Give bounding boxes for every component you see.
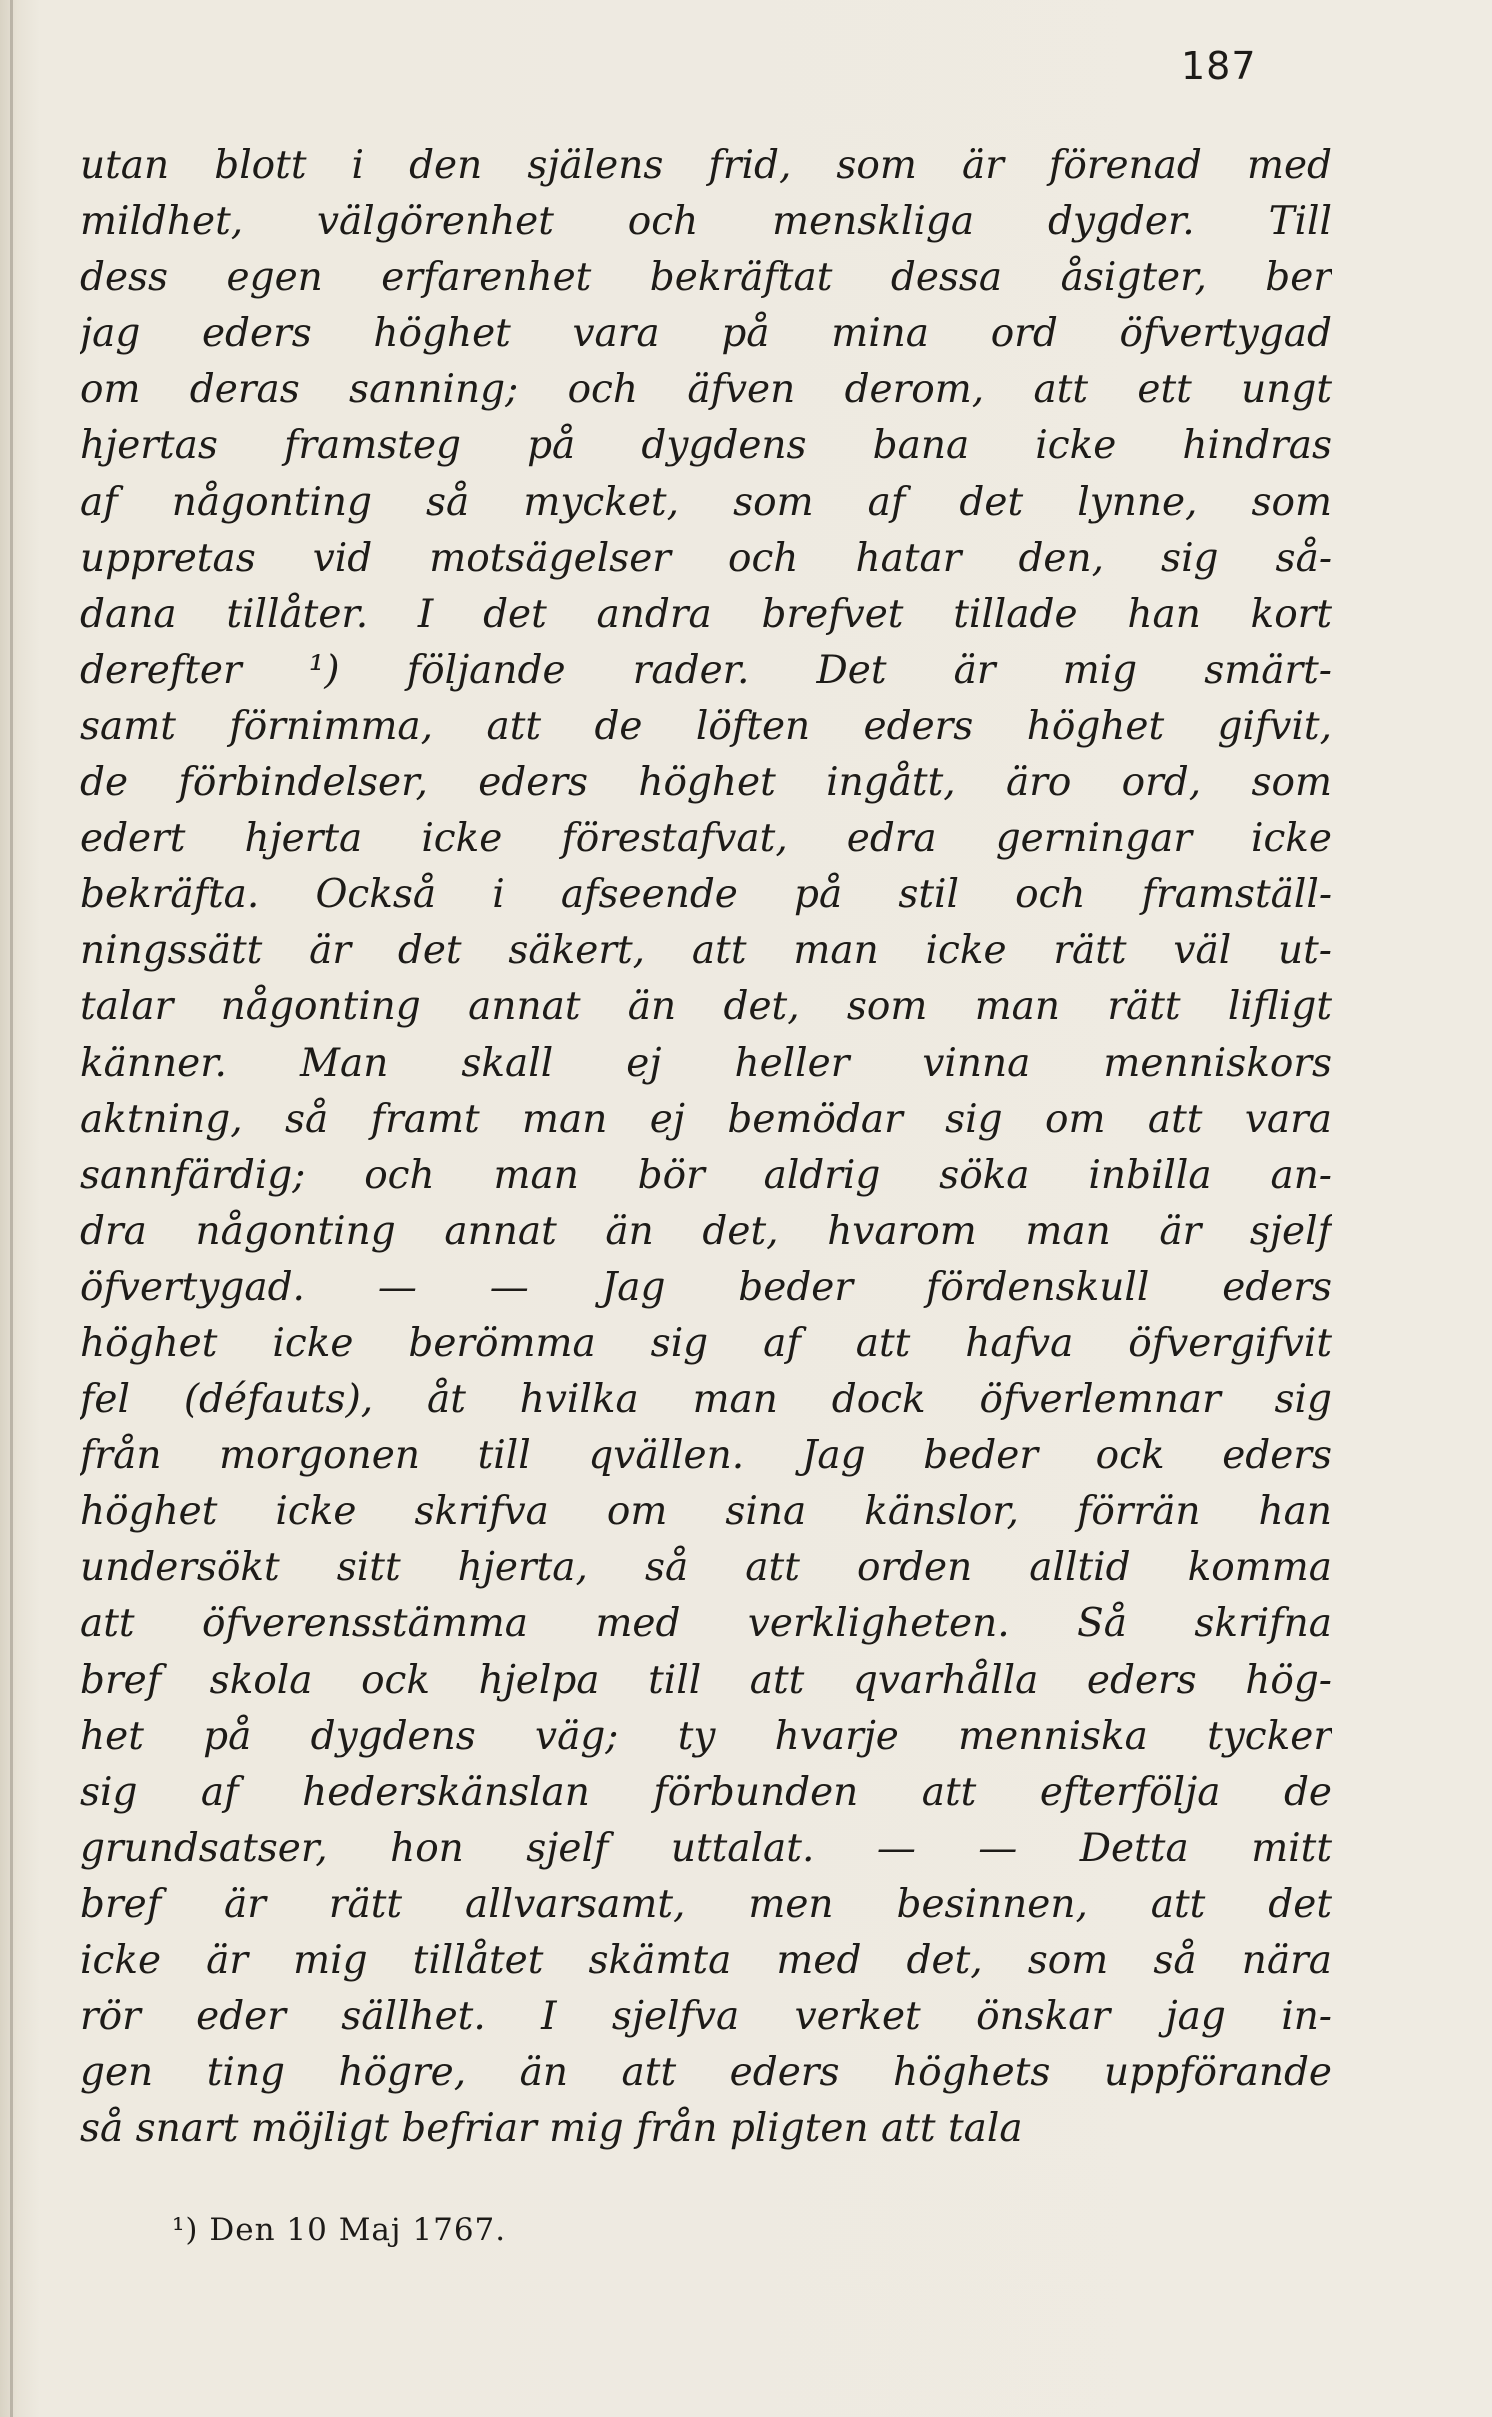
text-line: af någonting så mycket, som af det lynne, som	[80, 479, 1332, 525]
text-line: jag eders höghet vara på mina ord öfvertygad	[80, 311, 1332, 357]
footnote: ¹) Den 10 Maj 1767.	[172, 2212, 507, 2248]
text-line: sig af hederskänslan förbunden att efterfölja de	[80, 1769, 1332, 1815]
text-line: edert hjerta icke förestafvat, edra gerningar icke	[80, 816, 1332, 862]
text-line: grundsatser, hon sjelf uttalat. — — Detta mitt	[80, 1825, 1332, 1871]
text-line: känner. Man skall ej heller vinna menniskors	[80, 1040, 1332, 1086]
text-line: så snart möjligt befriar mig från pligten att tala	[80, 2106, 1023, 2152]
text-line: gen ting högre, än att eders höghets uppförande	[80, 2050, 1332, 2096]
text-line: hjertas framsteg på dygdens bana icke hindras	[80, 423, 1332, 469]
text-line: derefter ¹) följande rader. Det är mig smärt-	[80, 647, 1332, 693]
text-line: dess egen erfarenhet bekräftat dessa åsigter, ber	[80, 255, 1332, 301]
text-line: höghet icke skrifva om sina känslor, förrän han	[80, 1489, 1332, 1535]
text-line: höghet icke berömma sig af att hafva öfvergifvit	[80, 1320, 1332, 1366]
text-line: icke är mig tillåtet skämta med det, som så nära	[80, 1938, 1332, 1983]
body-text	[80, 138, 1332, 2157]
text-line: öfvertygad. — — Jag beder fördenskull eders	[80, 1264, 1332, 1310]
page-number: 187	[1181, 44, 1257, 88]
text-line: utan blott i den själens frid, som är förenad med	[80, 143, 1332, 188]
text-line: aktning, så framt man ej bemödar sig om att vara	[80, 1096, 1332, 1142]
text-line: mildhet, välgörenhet och menskliga dygder. Till	[80, 199, 1332, 245]
text-line: om deras sanning; och äfven derom, att ett ungt	[80, 367, 1332, 413]
text-line: dana tillåter. I det andra brefvet tillade han kort	[80, 591, 1332, 637]
text-line: dra någonting annat än det, hvarom man är sjelf	[80, 1208, 1332, 1254]
text-line: talar någonting annat än det, som man rätt lifligt	[80, 984, 1332, 1030]
text-line: bekräfta. Också i afseende på stil och framställ-	[80, 872, 1332, 918]
text-line: de förbindelser, eders höghet ingått, äro ord, som	[80, 760, 1332, 806]
text-line: het på dygdens väg; ty hvarje menniska tycker	[80, 1713, 1332, 1759]
text-line: uppretas vid motsägelser och hatar den, sig så-	[80, 535, 1332, 581]
text-line: ningssätt är det säkert, att man icke rätt väl ut-	[80, 928, 1332, 974]
text-line: bref skola ock hjelpa till att qvarhålla eders hög-	[80, 1657, 1332, 1703]
text-line: rör eder sällhet. I sjelfva verket önskar jag in-	[80, 1994, 1332, 2040]
text-line: från morgonen till qvällen. Jag beder ock eders	[80, 1433, 1332, 1479]
text-line: bref är rätt allvarsamt, men besinnen, att det	[80, 1881, 1332, 1927]
text-line: att öfverensstämma med verkligheten. Så skrifna	[80, 1601, 1332, 1647]
page-gutter-edge	[10, 0, 13, 2417]
text-line: samt förnimma, att de löften eders höghet gifvit,	[80, 703, 1332, 749]
text-line: sannfärdig; och man bör aldrig söka inbilla an-	[80, 1152, 1332, 1198]
text-line: undersökt sitt hjerta, så att orden alltid komma	[80, 1545, 1332, 1591]
text-line: fel (défauts), åt hvilka man dock öfverlemnar sig	[80, 1377, 1332, 1423]
